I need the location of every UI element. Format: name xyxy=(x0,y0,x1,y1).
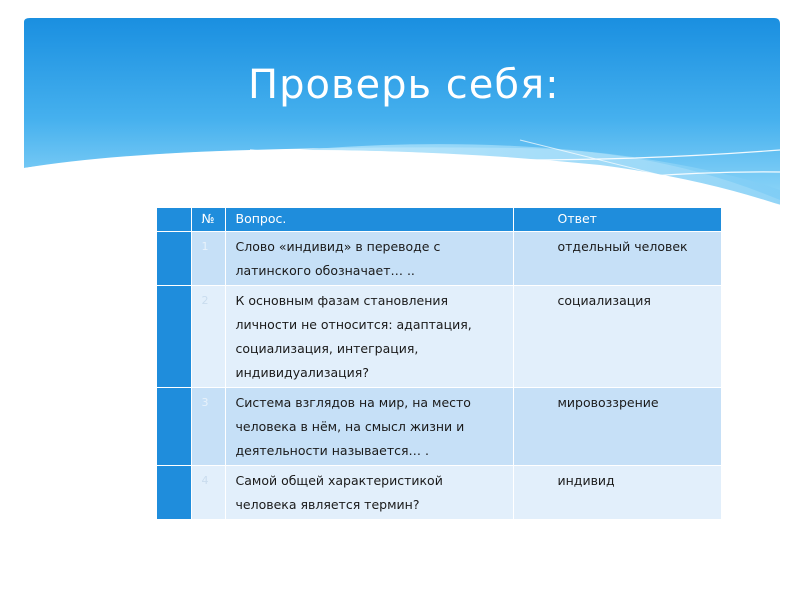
question-cell: Слово «индивид» в переводе с латинского обозначает… .. xyxy=(225,232,513,286)
answer-cell: индивид xyxy=(513,466,721,520)
question-cell: К основным фазам становления личности не относится: адаптация, социализация, интеграция, индивидуализация? xyxy=(225,286,513,388)
row-number: 1 xyxy=(191,232,225,286)
table-header-row xyxy=(157,208,721,232)
row-corner-cell xyxy=(157,232,191,286)
header-answer: Ответ xyxy=(513,208,721,232)
answer-cell: отдельный человек xyxy=(513,232,721,286)
answer-cell: мировоззрение xyxy=(513,388,721,466)
slide-title: Проверь себя: xyxy=(248,62,560,108)
table-row xyxy=(157,232,721,286)
row-number: 2 xyxy=(191,286,225,388)
answer-cell: социализация xyxy=(513,286,721,388)
row-number: 4 xyxy=(191,466,225,520)
header-num: № xyxy=(191,208,225,232)
table-row xyxy=(157,466,721,520)
row-corner-cell xyxy=(157,286,191,388)
header-background xyxy=(0,0,800,240)
question-cell: Система взглядов на мир, на место человека в нём, на смысл жизни и деятельности называется… . xyxy=(225,388,513,466)
row-number: 3 xyxy=(191,388,225,466)
table-row xyxy=(157,286,721,388)
quiz-table xyxy=(157,208,722,520)
header-corner-cell xyxy=(157,208,191,232)
question-cell: Самой общей характеристикой человека является термин? xyxy=(225,466,513,520)
header-question: Вопрос. xyxy=(225,208,513,232)
row-corner-cell xyxy=(157,388,191,466)
table-row xyxy=(157,388,721,466)
row-corner-cell xyxy=(157,466,191,520)
